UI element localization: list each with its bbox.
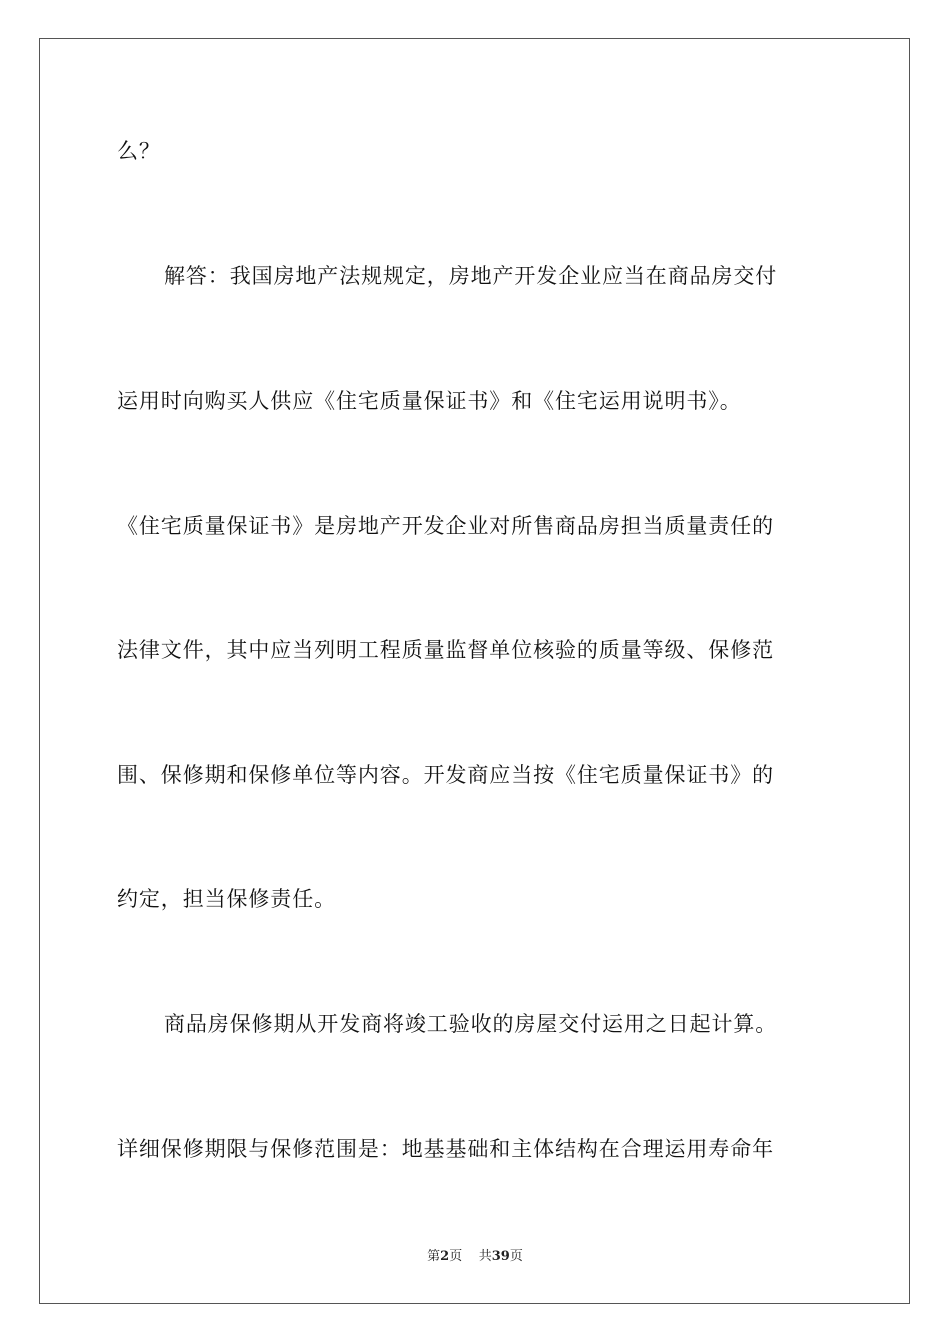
page-suffix: 页 [449, 1249, 463, 1264]
text-line-4: 《住宅质量保证书》是房地产开发企业对所售商品房担当质量责任的 [117, 514, 774, 538]
text-line-2: 解答：我国房地产法规规定，房地产开发企业应当在商品房交付 [164, 264, 778, 288]
text-line-6: 围、保修期和保修单位等内容。开发商应当按《住宅质量保证书》的 [117, 763, 774, 787]
page-prefix: 第 [427, 1249, 441, 1264]
text-line-9: 详细保修期限与保修范围是：地基基础和主体结构在合理运用寿命年 [117, 1137, 774, 1161]
page-number: 2 [440, 1249, 450, 1264]
text-line-3: 运用时向购买人供应《住宅质量保证书》和《住宅运用说明书》。 [117, 389, 742, 413]
text-line-7: 约定，担当保修责任。 [117, 887, 336, 911]
page-footer [0, 1248, 950, 1266]
text-line-1: 么？ [117, 139, 161, 163]
total-pages: 39 [491, 1249, 510, 1264]
text-line-5: 法律文件，其中应当列明工程质量监督单位核验的质量等级、保修范 [117, 638, 774, 662]
text-line-8: 商品房保修期从开发商将竣工验收的房屋交付运用之日起计算。 [164, 1012, 778, 1036]
total-prefix: 共 [478, 1249, 492, 1264]
total-suffix: 页 [509, 1249, 523, 1264]
page-border [39, 38, 910, 1304]
